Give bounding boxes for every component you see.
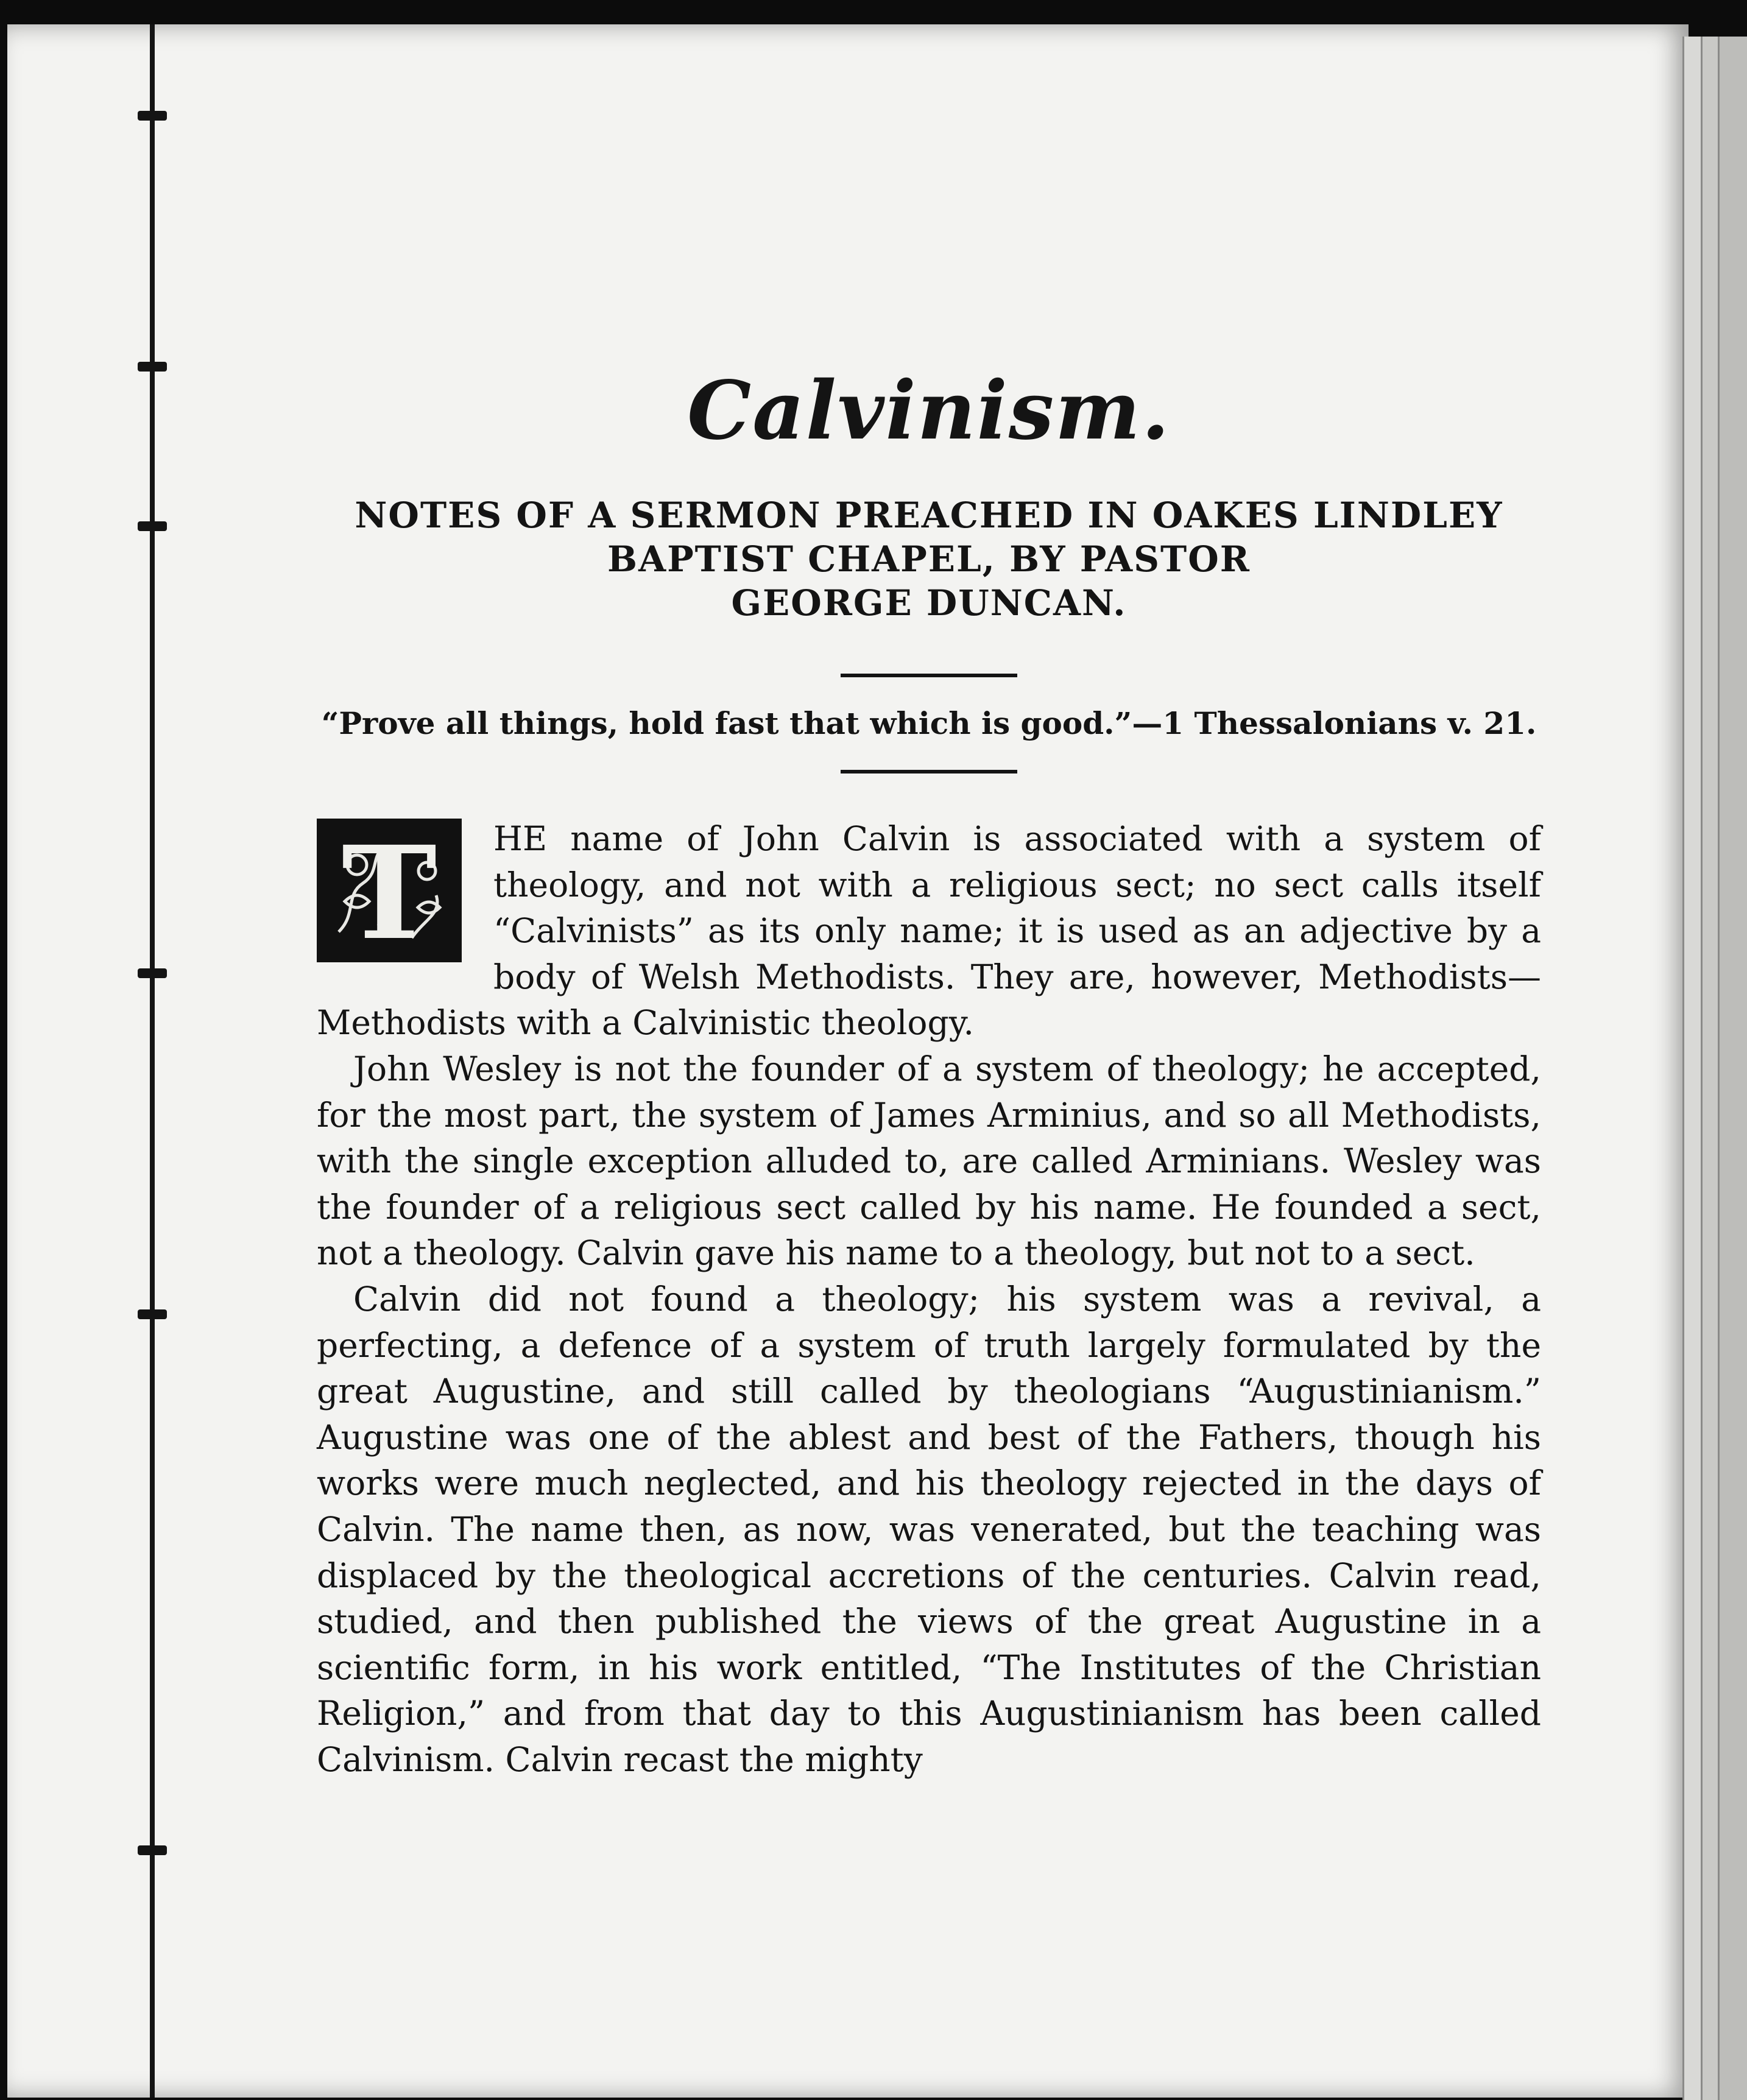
divider-rule xyxy=(841,674,1017,677)
binding-knot xyxy=(138,362,167,372)
divider-rule xyxy=(841,770,1017,773)
paragraph: HE name of John Calvin is associated with a system of theology, and not with a religious sect; no sect calls itself “Calvinists” as its only name; it is used as an adjective by a body of Welsh Methodists. They are, however, Methodists—Methodists with a Calvinistic theology. xyxy=(317,819,1541,1043)
binding-knot xyxy=(138,968,167,978)
document-content xyxy=(317,365,1541,1783)
sermon-subtitle xyxy=(317,493,1541,625)
page-edge xyxy=(1718,37,1747,2100)
binding-knot xyxy=(138,521,167,531)
binding-knot xyxy=(138,1845,167,1855)
page-edge xyxy=(1682,37,1703,2100)
page-title: Calvinism. xyxy=(687,364,1171,458)
paragraph: Calvin did not found a theology; his system was a revival, a perfecting, a defence of a system of truth largely formulated by the great Augustine, and still called by theologians “Augustinianism.” Augustine was one of the ablest and best of the Fathers, though his works were much neglected, and his theology rejected in the days of Calvin. The name then, as now, was venerated, but the teaching was displaced by the theological accretions of the centuries. Calvin read, studied, and then published the views of the great Augustine in a scientific form, in his work entitled, “The Institutes of the Christian Religion,” and from that day to this Augustinianism has been called Calvinism. Calvin recast the mighty xyxy=(317,1279,1541,1779)
page-edge xyxy=(1701,37,1720,2100)
epigraph-quote: “Prove all things, hold fast that which is good.”—1 Thessalonians v. 21. xyxy=(321,705,1537,741)
svg-text:T: T xyxy=(341,822,437,959)
ornamental-dropcap-icon xyxy=(317,819,462,962)
binding-stitch xyxy=(150,24,155,2098)
subtitle-line: GEORGE DUNCAN. xyxy=(731,582,1127,624)
sermon-body xyxy=(317,816,1541,1783)
binding-knot xyxy=(138,111,167,121)
subtitle-line: BAPTIST CHAPEL, BY PASTOR xyxy=(607,538,1251,580)
paragraph: John Wesley is not the founder of a system of theology; he accepted, for the most part, the system of James Arminius, and so all Methodists, with the single exception alluded to, are called Arminians. Wesley was the founder of a religious sect called by his name. He founded a sect, not a theology. Calvin gave his name to a theology, but not to a sect. xyxy=(317,1049,1541,1273)
binding-knot xyxy=(138,1309,167,1319)
subtitle-line: NOTES OF A SERMON PREACHED IN OAKES LINDLEY xyxy=(355,495,1503,536)
